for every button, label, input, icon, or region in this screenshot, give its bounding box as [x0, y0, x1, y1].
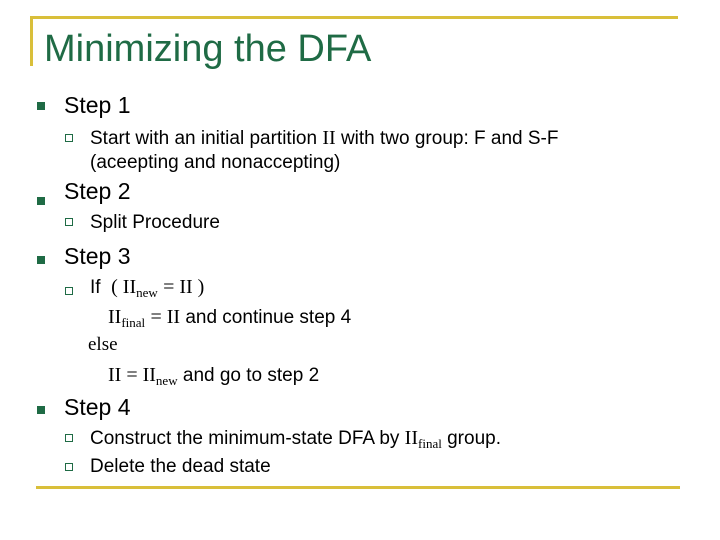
square-bullet-icon — [37, 256, 45, 264]
step-3-final-line — [108, 306, 351, 331]
step-1-text — [90, 126, 559, 175]
hollow-square-bullet-icon — [65, 134, 73, 142]
construct-text: Construct the minimum-state DFA by — [90, 428, 400, 449]
hollow-square-bullet-icon — [65, 287, 73, 295]
continue-text: and continue step 4 — [185, 307, 352, 328]
step-3-assign-line — [108, 364, 319, 389]
left-rule — [30, 16, 33, 66]
step-4-heading: Step 4 — [64, 394, 131, 420]
assign-expression: II = II — [108, 364, 156, 386]
slide-title: Minimizing the DFA — [44, 28, 372, 70]
step-1-heading: Step 1 — [64, 92, 131, 118]
bottom-rule — [36, 486, 680, 489]
condition-close: = II ) — [163, 276, 205, 298]
new-subscript: new — [136, 285, 158, 300]
else-keyword: else — [88, 334, 118, 355]
pi-symbol: II — [322, 127, 336, 149]
pi-final-symbol: II — [108, 306, 122, 328]
step-3-heading: Step 3 — [64, 243, 131, 269]
step-4-item-1 — [90, 427, 501, 452]
pi-final-symbol: II — [404, 427, 418, 449]
hollow-square-bullet-icon — [65, 463, 73, 471]
final-subscript: final — [121, 315, 146, 330]
step-3-if-line — [90, 276, 204, 301]
step-4-item-2: Delete the dead state — [90, 456, 271, 477]
hollow-square-bullet-icon — [65, 218, 73, 226]
group-text: group. — [447, 428, 501, 449]
square-bullet-icon — [37, 406, 45, 414]
final-subscript: final — [418, 436, 442, 451]
step-1-text-a: Start with an initial partition — [90, 128, 318, 149]
equals-pi: = II — [150, 306, 181, 328]
step-2-heading: Step 2 — [64, 178, 131, 204]
step-1-text-b: with two group: F and S-F — [340, 128, 559, 149]
if-keyword: If — [90, 277, 101, 298]
condition-open: ( II — [111, 276, 137, 298]
hollow-square-bullet-icon — [65, 434, 73, 442]
step-2-text: Split Procedure — [90, 212, 220, 233]
step-1-text-line2: (aceepting and nonaccepting) — [90, 152, 341, 173]
assign-subscript: new — [155, 373, 178, 388]
square-bullet-icon — [37, 197, 45, 205]
go-to-text: and go to step 2 — [182, 365, 320, 386]
square-bullet-icon — [37, 102, 45, 110]
top-rule — [30, 16, 678, 19]
